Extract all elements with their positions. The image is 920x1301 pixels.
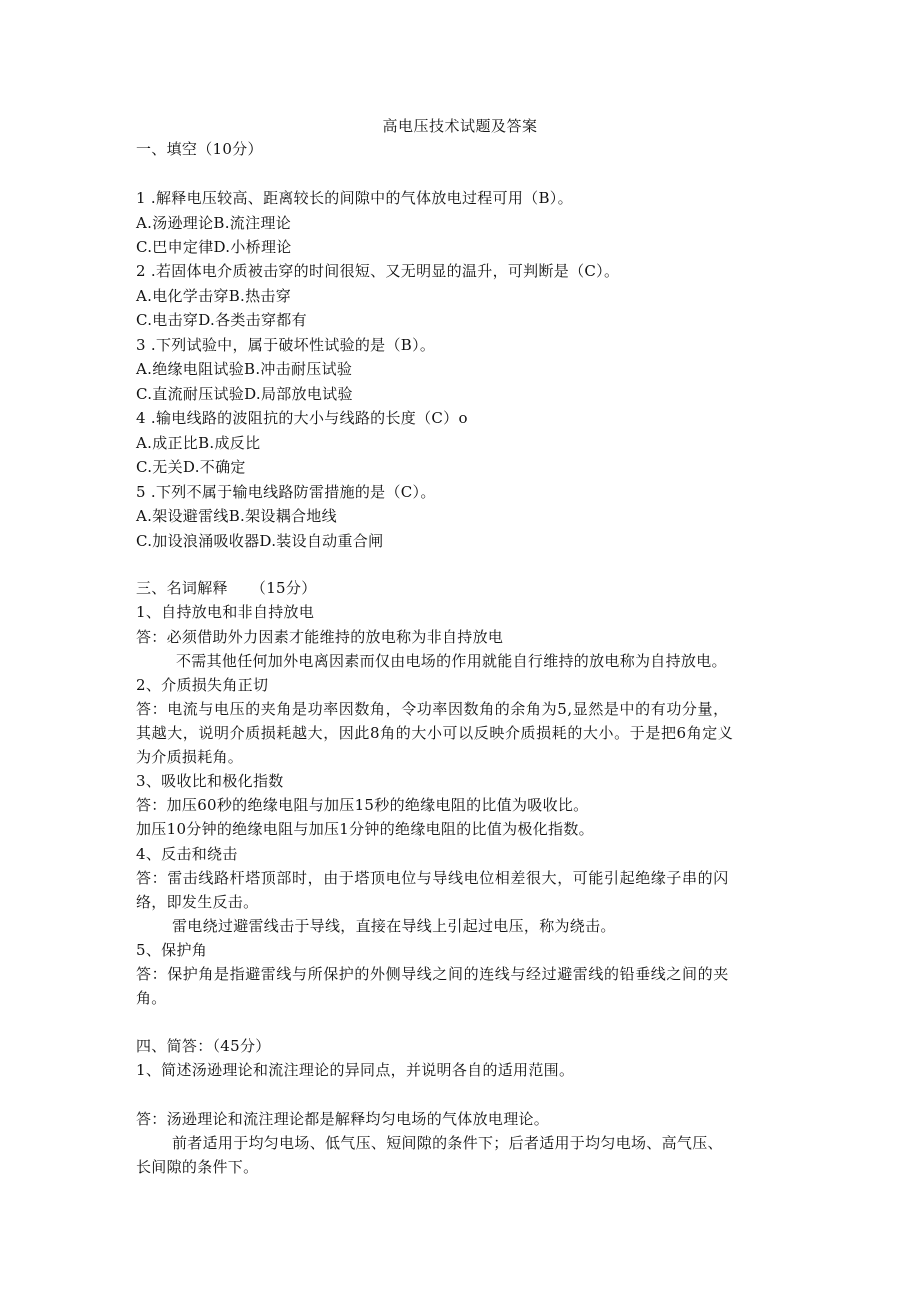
question-3-options-ab: A.绝缘电阻试验B.冲击耐压试验 xyxy=(136,360,353,378)
question-1-options-ab: A.汤逊理论B.流注理论 xyxy=(136,214,291,232)
short-answer-line: 长间隙的条件下。 xyxy=(136,1158,259,1176)
term-5-title: 5、保护角 xyxy=(136,941,208,959)
term-2-answer-line: 答：电流与电压的夹角是功率因数角，令功率因数角的余角为5,显然是中的有功分量， xyxy=(136,700,729,718)
section-heading-fill-in: 一、填空（10分） xyxy=(136,140,263,158)
term-3-title: 3、吸收比和极化指数 xyxy=(136,772,284,790)
section-heading-short-answer: 四、简答：（45分） xyxy=(136,1037,271,1055)
section-heading-terms: 三、名词解释 （15分） xyxy=(136,579,317,597)
short-answer-line: 答：汤逊理论和流注理论都是解释均匀电场的气体放电理论。 xyxy=(136,1110,550,1128)
question-5-options-cd: C.加设浪涌吸收器D.装设自动重合闸 xyxy=(136,532,384,550)
question-3-options-cd: C.直流耐压试验D.局部放电试验 xyxy=(136,385,353,403)
question-1-options-cd: C.巴申定律D.小桥理论 xyxy=(136,238,292,256)
term-3-answer-line: 答：加压60秒的绝缘电阻与加压15秒的绝缘电阻的比值为吸收比。 xyxy=(136,796,589,814)
question-1-stem: 1 .解释电压较高、距离较长的间隙中的气体放电过程可用（B）。 xyxy=(136,189,573,207)
term-1-title: 1、自持放电和非自持放电 xyxy=(136,603,315,621)
question-2-stem: 2 .若固体电介质被击穿的时间很短、又无明显的温升，可判断是（C）。 xyxy=(136,262,620,280)
question-2-options-ab: A.电化学击穿B.热击穿 xyxy=(136,287,291,305)
term-5-answer-line: 答：保护角是指避雷线与所保护的外侧导线之间的连线与经过避雷线的铅垂线之间的夹 xyxy=(136,965,729,983)
term-5-answer-line: 角。 xyxy=(136,989,167,1007)
short-answer-question-1: 1、简述汤逊理论和流注理论的异同点，并说明各自的适用范围。 xyxy=(136,1061,575,1079)
question-5-stem: 5 .下列不属于输电线路防雷措施的是（C）。 xyxy=(136,483,436,501)
term-4-answer-line: 络，即发生反击。 xyxy=(136,893,259,911)
question-4-stem: 4 .输电线路的波阻抗的大小与线路的长度（C）o xyxy=(136,409,468,427)
term-2-answer-line: 其越大，说明介质损耗越大，因此8角的大小可以反映介质损耗的大小。于是把6角定义 xyxy=(136,724,734,742)
term-1-answer-line: 答：必须借助外力因素才能维持的放电称为非自持放电 xyxy=(136,628,504,646)
term-4-answer-line: 雷电绕过避雷线击于导线，直接在导线上引起过电压，称为绕击。 xyxy=(172,917,616,935)
term-1-answer-line: 不需其他任何加外电离因素而仅由电场的作用就能自行维持的放电称为自持放电。 xyxy=(176,652,727,670)
term-3-answer-line: 加压10分钟的绝缘电阻与加压1分钟的绝缘电阻的比值为极化指数。 xyxy=(136,820,594,838)
term-2-title: 2、介质损失角正切 xyxy=(136,676,269,694)
term-2-answer-line: 为介质损耗角。 xyxy=(136,748,244,766)
question-5-options-ab: A.架设避雷线B.架设耦合地线 xyxy=(136,507,337,525)
question-4-options-ab: A.成正比B.成反比 xyxy=(136,434,261,452)
question-3-stem: 3 .下列试验中，属于破坏性试验的是（B）。 xyxy=(136,336,436,354)
short-answer-line: 前者适用于均匀电场、低气压、短间隙的条件下；后者适用于均匀电场、高气压、 xyxy=(172,1134,723,1152)
term-4-title: 4、反击和绕击 xyxy=(136,845,238,863)
term-4-answer-line: 答：雷击线路杆塔顶部时，由于塔顶电位与导线电位相差很大，可能引起绝缘子串的闪 xyxy=(136,869,729,887)
document-title: 高电压技术试题及答案 xyxy=(382,117,538,135)
question-2-options-cd: C.电击穿D.各类击穿都有 xyxy=(136,311,307,329)
question-4-options-cd: C.无关D.不确定 xyxy=(136,458,246,476)
